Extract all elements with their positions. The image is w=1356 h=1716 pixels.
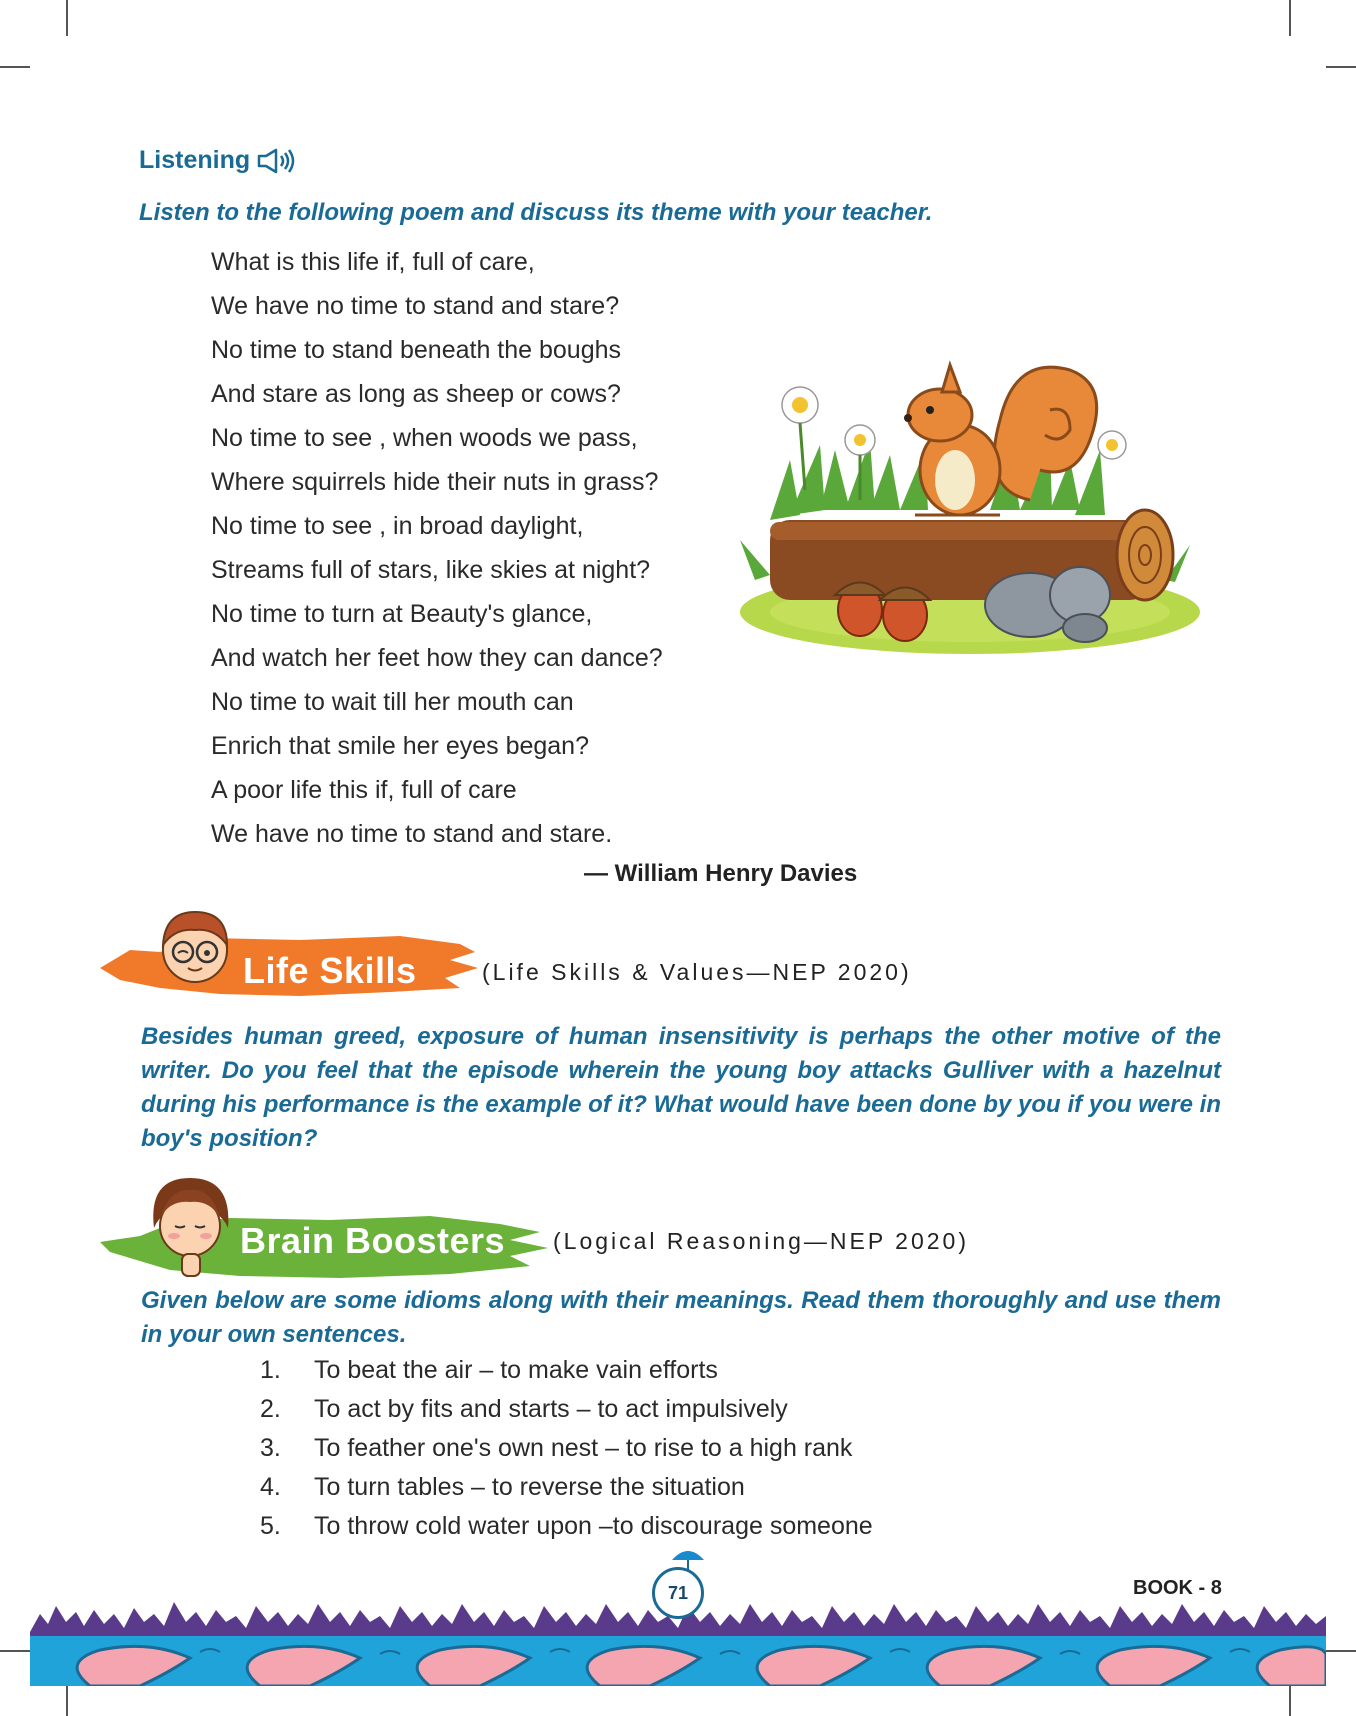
crop-mark <box>0 66 30 68</box>
brain-boosters-subtitle: (Logical Reasoning—NEP 2020) <box>553 1228 969 1254</box>
list-item-text: To feather one's own nest – to rise to a high rank <box>314 1434 853 1462</box>
idiom-list <box>260 1351 873 1546</box>
list-item <box>260 1468 873 1507</box>
poem-line: A poor life this if, full of care <box>211 776 517 804</box>
brain-boosters-instruction: Given below are some idioms along with their meanings. Read them thoroughly and use them in your own sentences. <box>141 1287 1221 1348</box>
poem <box>211 240 663 856</box>
crop-mark <box>0 1650 30 1652</box>
poem-line: What is this life if, full of care, <box>211 248 535 276</box>
book-label: BOOK - 8 <box>1133 1577 1222 1599</box>
list-item-number: 5. <box>260 1512 281 1540</box>
list-item-text: To turn tables – to reverse the situation <box>314 1473 745 1501</box>
listening-label: Listening <box>139 146 251 174</box>
poem-line: We have no time to stand and stare. <box>211 820 613 848</box>
poem-line: We have no time to stand and stare? <box>211 292 620 320</box>
page-number-text: 71 <box>667 1582 689 1603</box>
poem-line: And stare as long as sheep or cows? <box>211 380 621 408</box>
list-item-text: To throw cold water upon –to discourage someone <box>314 1512 873 1540</box>
brain-boosters-title: Brain Boosters <box>240 1220 506 1261</box>
list-item <box>260 1507 873 1546</box>
poem-line: And watch her feet how they can dance? <box>211 644 663 672</box>
poem-line: No time to wait till her mouth can <box>211 688 574 716</box>
listening-instruction: Listen to the following poem and discuss its theme with your teacher. <box>139 199 933 226</box>
crop-mark <box>66 0 68 36</box>
life-skills-title: Life Skills <box>243 950 417 991</box>
poem-line: No time to stand beneath the boughs <box>211 336 622 364</box>
crop-mark <box>1289 0 1291 36</box>
flower-icon <box>1098 431 1126 459</box>
list-item-text: To beat the air – to make vain efforts <box>314 1356 718 1384</box>
list-item <box>260 1351 873 1390</box>
list-item-number: 4. <box>260 1473 281 1501</box>
list-item-number: 3. <box>260 1434 281 1462</box>
brain-boosters-mascot <box>140 1168 240 1278</box>
list-item-number: 1. <box>260 1356 281 1384</box>
list-item <box>260 1429 873 1468</box>
poem-line: Enrich that smile her eyes began? <box>211 732 589 760</box>
speaker-icon <box>256 147 296 175</box>
poem-line: Where squirrels hide their nuts in grass? <box>211 468 659 496</box>
life-skills-subtitle: (Life Skills & Values—NEP 2020) <box>482 959 912 985</box>
poem-author: — William Henry Davies <box>584 860 858 887</box>
list-item-number: 2. <box>260 1395 281 1423</box>
poem-line: No time to see , when woods we pass, <box>211 424 638 452</box>
crop-mark <box>1326 1650 1356 1652</box>
crop-mark <box>1289 1686 1291 1716</box>
listening-heading <box>139 146 296 175</box>
crop-mark <box>66 1686 68 1716</box>
poem-line: No time to turn at Beauty's glance, <box>211 600 593 628</box>
page-number <box>652 1567 704 1619</box>
crop-mark <box>1326 66 1356 68</box>
poem-line: Streams full of stars, like skies at night? <box>211 556 651 584</box>
squirrel-illustration <box>730 350 1210 670</box>
poem-line: No time to see , in broad daylight, <box>211 512 584 540</box>
life-skills-mascot <box>145 900 245 1000</box>
list-item <box>260 1390 873 1429</box>
list-item-text: To act by fits and starts – to act impulsively <box>314 1395 788 1423</box>
life-skills-question: Besides human greed, exposure of human insensitivity is perhaps the other motive of the writer. Do you feel that the episode wherein the young boy attacks Gulliver with a hazelnut during his performance is the example of it? What would have been done by you if you were in boy's position? <box>141 1023 1221 1152</box>
